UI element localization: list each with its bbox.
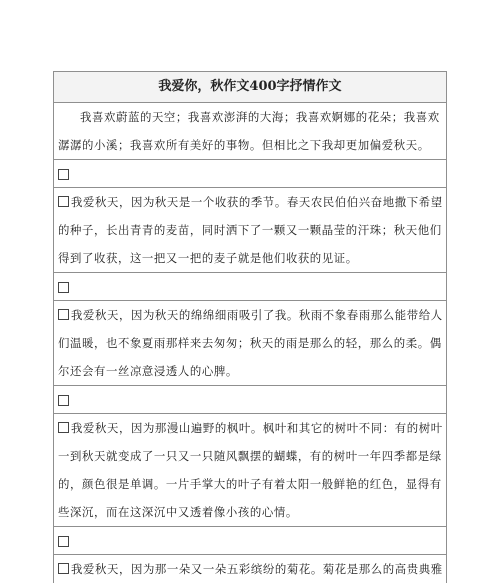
paragraph-line: 我爱秋天，因为那一朵又一朵五彩缤纷的菊花。菊花是那么的高贵典雅 — [71, 562, 443, 576]
paragraph-line: 尔还会有一丝凉意浸透人的心脾。 — [58, 364, 238, 378]
intro-line: 我喜欢蔚蓝的天空；我喜欢澎湃的大海；我喜欢婀娜的花朵；我喜欢 — [80, 110, 440, 124]
checkbox-icon — [58, 196, 69, 207]
intro-line: 潺潺的小溪；我喜欢所有美好的事物。但相比之下我却更加偏爱秋天。 — [58, 138, 430, 152]
paragraph-line: 们温暖，也不象夏雨那样来去匆匆；秋天的雨是那么的轻，那么的柔。偶 — [58, 336, 442, 350]
paragraph-line: 一到秋天就变成了一只又一只随风飘摆的蝴蝶，有的树叶一年四季都是绿 — [58, 449, 442, 463]
empty-checkbox-row — [54, 160, 446, 188]
checkbox-icon — [58, 395, 69, 406]
checkbox-icon — [58, 169, 69, 180]
paragraph-line: 我爱秋天，因为那漫山遍野的枫叶。枫叶和其它的树叶不同：有的树叶 — [71, 421, 443, 435]
document-title: 我爱你，秋作文400字抒情作文 — [54, 72, 446, 103]
checkbox-icon — [58, 536, 69, 547]
empty-checkbox-row — [54, 386, 446, 414]
checkbox-icon — [58, 309, 69, 320]
paragraph-line: 些深沉，而在这深沉中又透着像小孩的心情。 — [58, 505, 298, 519]
paragraph-block — [54, 301, 446, 386]
paragraph-block — [54, 188, 446, 273]
paragraph-line: 我爱秋天，因为秋天是一个收获的季节。春天农民伯伯兴奋地撒下希望 — [71, 195, 443, 209]
checkbox-icon — [58, 563, 69, 574]
paragraph-line: 的，颜色很是单调。一片手掌大的叶子有着太阳一般鲜艳的红色，显得有 — [58, 477, 442, 491]
empty-checkbox-row — [54, 273, 446, 301]
paragraph-line: 得到了收获，这一把又一把的麦子就是他们收获的见证。 — [58, 251, 358, 265]
document-table — [53, 71, 447, 583]
paragraph-block — [54, 555, 446, 583]
intro-block — [54, 103, 446, 160]
paragraph-line: 的种子，长出青青的麦苗，同时洒下了一颗又一颗晶莹的汗珠；秋天他们 — [58, 223, 442, 237]
checkbox-icon — [58, 282, 69, 293]
paragraph-line: 我爱秋天，因为秋天的绵绵细雨吸引了我。秋雨不象春雨那么能带给人 — [71, 308, 443, 322]
checkbox-icon — [58, 422, 69, 433]
paragraph-block — [54, 414, 446, 527]
empty-checkbox-row — [54, 527, 446, 555]
